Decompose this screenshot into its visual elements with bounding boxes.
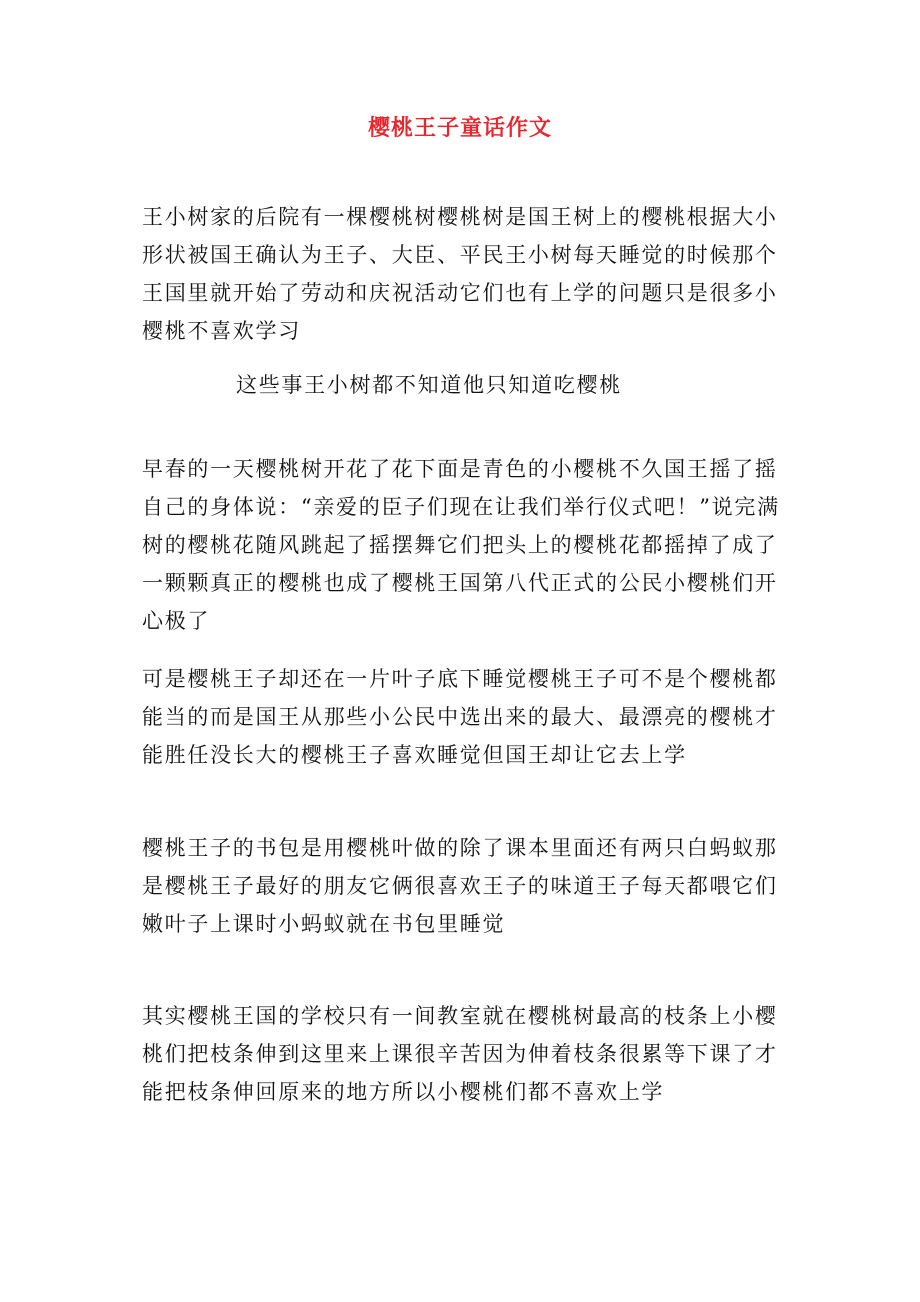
paragraph-3: 早春的一天樱桃树开花了花下面是青色的小樱桃不久国王摇了摇自己的身体说：“亲爱的臣子们现在让我们举行仪式吧！”说完满树的樱桃花随风跳起了摇摆舞它们把头上的樱桃花都摇掉了成了一颗颗真正的樱桃也成了樱桃王国第八代正式的公民小樱桃们开心极了 <box>142 457 780 633</box>
paragraph-2: 这些事王小树都不知道他只知道吃樱桃 <box>236 373 622 397</box>
document-title: 樱桃王子童话作文 <box>367 115 552 141</box>
paragraph-4: 可是樱桃王子却还在一片叶子底下睡觉樱桃王子可不是个樱桃都能当的而是国王从那些小公民中选出来的最大、最漂亮的樱桃才能胜任没长大的樱桃王子喜欢睡觉但国王却让它去上学 <box>142 667 778 767</box>
paragraph-5: 樱桃王子的书包是用樱桃叶做的除了课本里面还有两只白蚂蚁那是樱桃王子最好的朋友它俩很喜欢王子的味道王子每天都喂它们嫩叶子上课时小蚂蚁就在书包里睡觉 <box>142 836 778 936</box>
paragraph-6: 其实樱桃王国的学校只有一间教室就在樱桃树最高的枝条上小樱桃们把枝条伸到这里来上课很辛苦因为伸着枝条很累等下课了才能把枝条伸回原来的地方所以小樱桃们都不喜欢上学 <box>142 1004 778 1104</box>
paragraph-1: 王小树家的后院有一棵樱桃树樱桃树是国王树上的樱桃根据大小形状被国王确认为王子、大臣、平民王小树每天睡觉的时候那个王国里就开始了劳动和庆祝活动它们也有上学的问题只是很多小樱桃不喜欢学习 <box>142 205 778 343</box>
